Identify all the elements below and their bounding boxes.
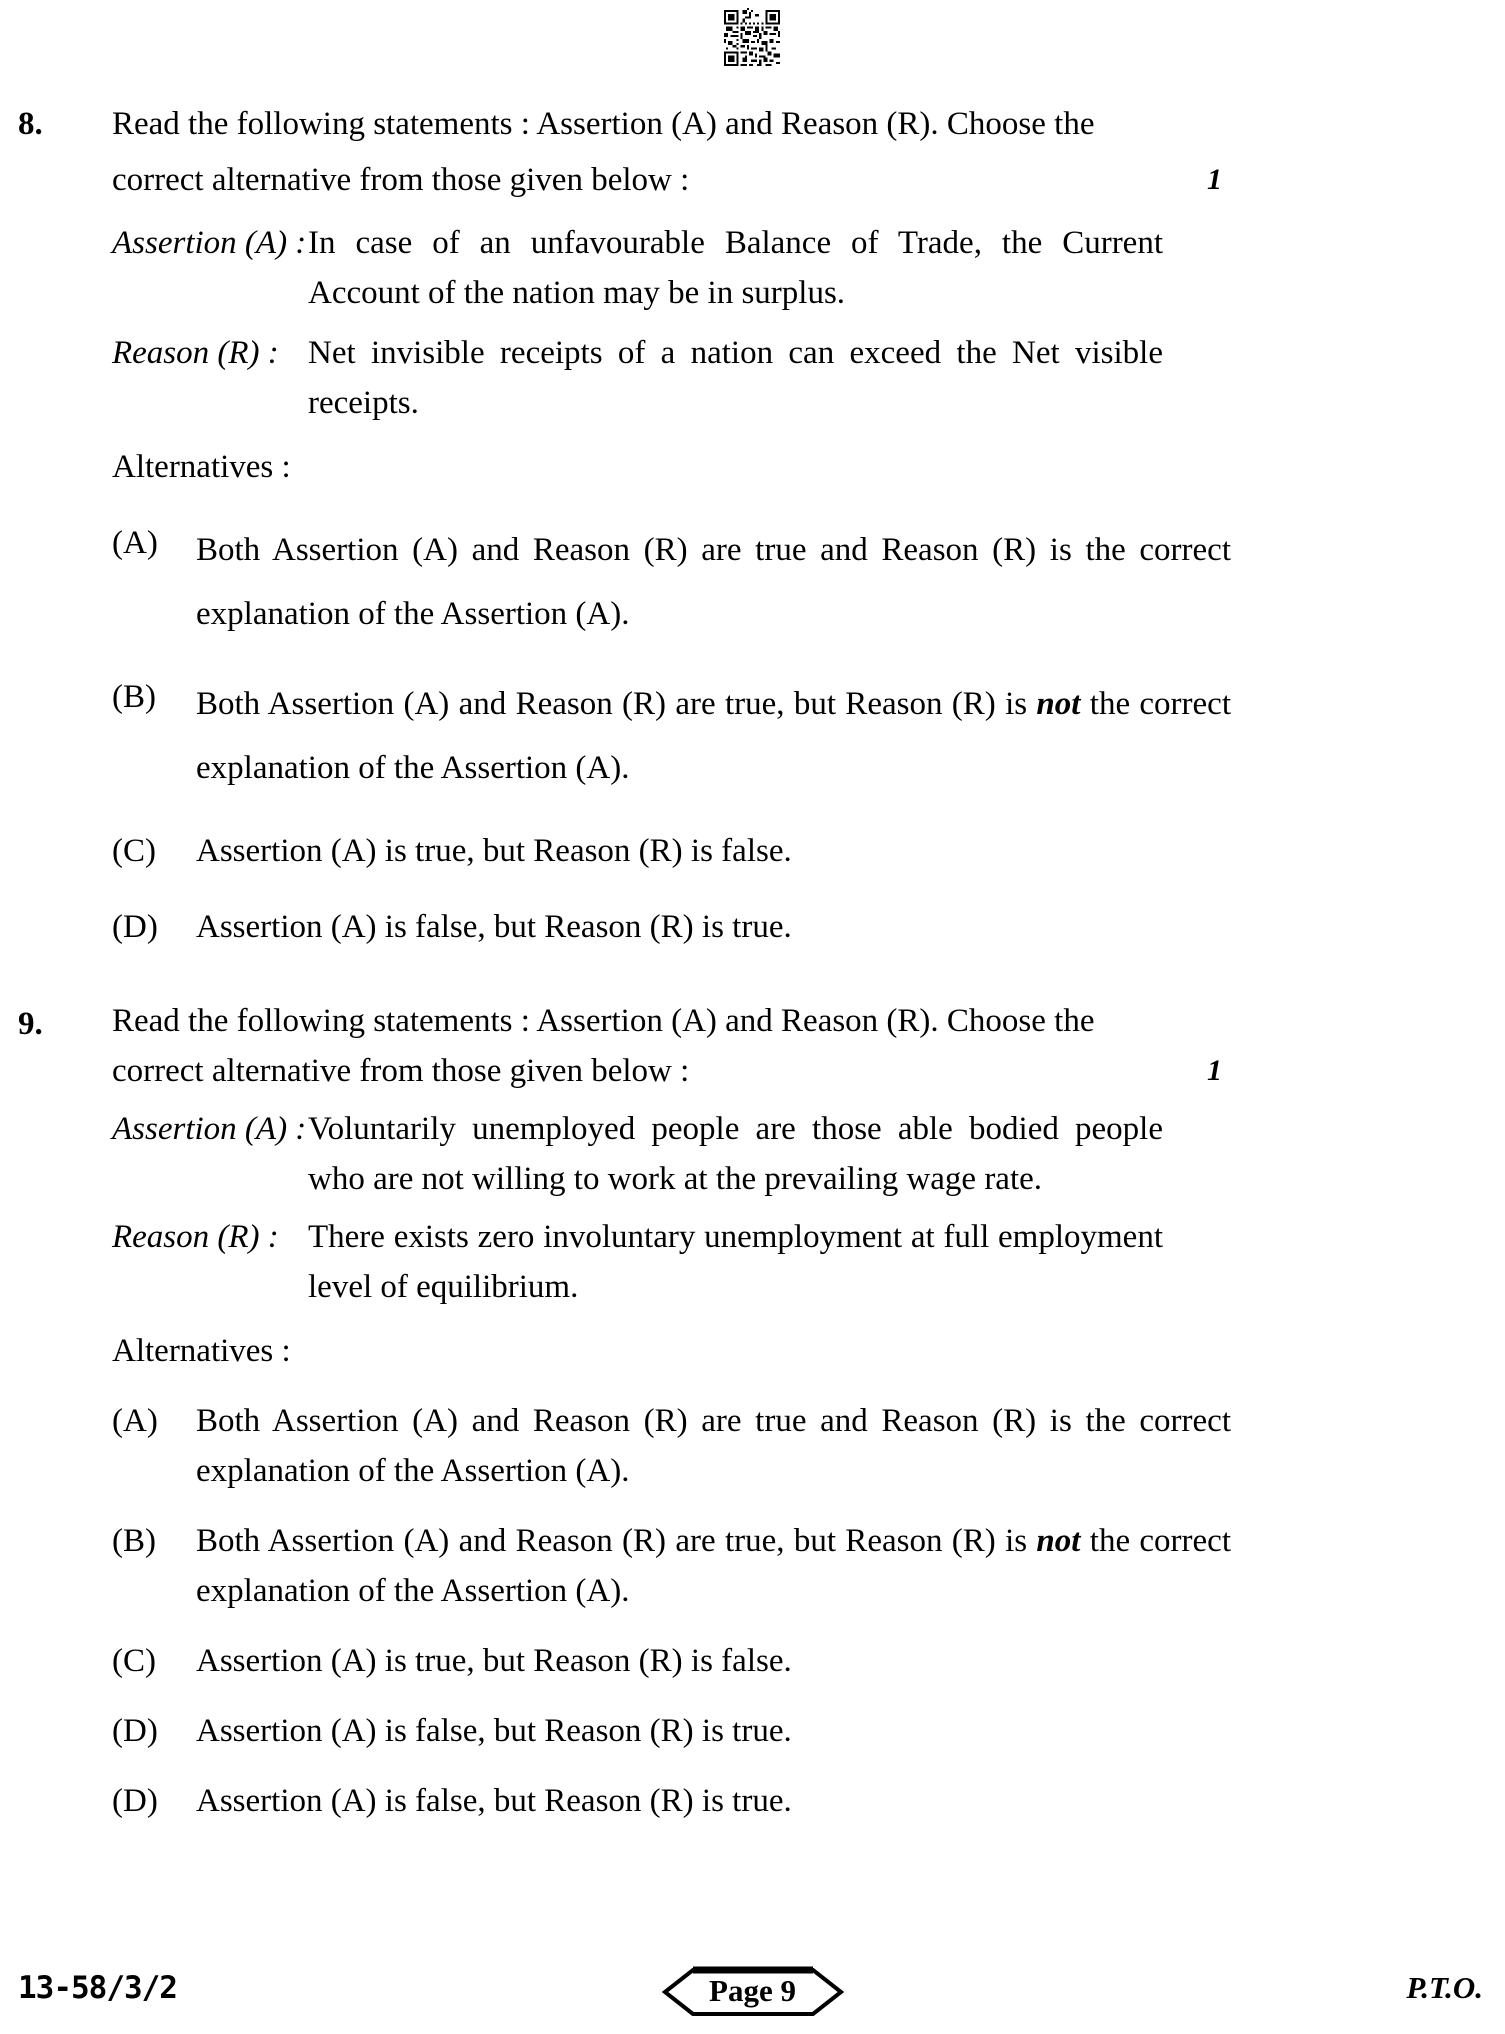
question-9-alternatives-label: Alternatives : — [112, 1333, 291, 1369]
question-9-option-d-duplicate[interactable] — [112, 1776, 1375, 1826]
option-text — [196, 518, 1231, 646]
option-text — [196, 1516, 1231, 1616]
question-9-assertion-label: Assertion (A) : — [112, 1111, 307, 1147]
option-letter: (C) — [112, 1643, 156, 1679]
question-9-assertion-text: Voluntarily unemployed people are those able bodied people who are not willing to work at the prevailing wage rate. — [308, 1111, 1163, 1197]
pto-label: P.T.O. — [1406, 1970, 1483, 2005]
question-8-option-d[interactable] — [112, 902, 1375, 952]
question-9-stem-line-2: correct alternative from those given below : — [112, 1053, 690, 1089]
option-emphasis-not: not — [1036, 686, 1081, 722]
option-letter: (A) — [112, 1403, 158, 1439]
option-letter: (C) — [112, 833, 156, 869]
question-8-assertion-text: In case of an unfavourable Balance of Trade, the Current Account of the nation may be in surplus. — [308, 225, 1163, 311]
question-8-option-c[interactable] — [112, 826, 1375, 876]
option-letter: (D) — [112, 1783, 158, 1819]
option-text-before: Assertion (A) is false, but Reason (R) is true. — [196, 909, 792, 945]
option-letter: (A) — [112, 525, 158, 561]
question-8-number: 8. — [18, 106, 43, 142]
question-8-option-b[interactable] — [112, 672, 1375, 800]
option-text — [196, 826, 1231, 876]
option-text — [196, 1396, 1231, 1496]
option-letter: (D) — [112, 909, 158, 945]
question-8-alternatives-label: Alternatives : — [112, 449, 291, 485]
option-text — [196, 1776, 1231, 1826]
question-list — [0, 96, 1505, 1826]
page-number-badge — [653, 1964, 853, 2020]
question-8-stem-line-2: correct alternative from those given below : — [112, 162, 690, 198]
question-8 — [0, 96, 1505, 952]
option-text-before: Assertion (A) is false, but Reason (R) is true. — [196, 1713, 792, 1749]
question-8-assertion-label: Assertion (A) : — [112, 225, 307, 261]
option-text-after: the correct explanation of the Assertion (A). — [196, 686, 1231, 786]
page-footer — [0, 1964, 1505, 2024]
question-9-reason-text: There exists zero involuntary unemployment at full employment level of equilibrium. — [308, 1219, 1163, 1305]
option-emphasis-not: not — [1036, 1523, 1081, 1559]
paper-code: 13-58/3/2 — [18, 1970, 177, 2006]
option-letter: (D) — [112, 1713, 158, 1749]
question-8-stem — [112, 96, 1250, 208]
option-text-after: the correct explanation of the Assertion (A). — [196, 1523, 1231, 1609]
question-8-marks: 1 — [1207, 163, 1222, 196]
question-9-reason — [112, 1212, 1375, 1312]
question-9-option-a[interactable] — [112, 1396, 1375, 1496]
option-text — [196, 902, 1231, 952]
option-text-before: Both Assertion (A) and Reason (R) are true and Reason (R) is the correct explanation of the Assertion (A). — [196, 532, 1231, 632]
question-9-option-b[interactable] — [112, 1516, 1375, 1616]
qr-code-icon — [706, 8, 798, 68]
option-letter: (B) — [112, 1523, 156, 1559]
question-8-assertion — [112, 218, 1375, 318]
option-text-before: Assertion (A) is true, but Reason (R) is false. — [196, 833, 792, 869]
option-text — [196, 1636, 1231, 1686]
question-9-marks: 1 — [1207, 1054, 1222, 1087]
option-text-before: Both Assertion (A) and Reason (R) are true, but Reason (R) is — [196, 1523, 1037, 1559]
question-8-reason-label: Reason (R) : — [112, 335, 279, 371]
question-8-option-a[interactable] — [112, 518, 1375, 646]
question-9-option-c[interactable] — [112, 1636, 1375, 1686]
option-text — [196, 1706, 1231, 1756]
option-text-before: Both Assertion (A) and Reason (R) are true, but Reason (R) is — [196, 686, 1037, 722]
question-9-number: 9. — [18, 1006, 43, 1042]
question-8-reason — [112, 328, 1375, 428]
option-letter: (B) — [112, 679, 156, 715]
question-9-reason-label: Reason (R) : — [112, 1219, 279, 1255]
question-9-option-d[interactable] — [112, 1706, 1375, 1756]
question-9-assertion — [112, 1104, 1375, 1204]
question-8-reason-text: Net invisible receipts of a nation can exceed the Net visible receipts. — [308, 335, 1163, 421]
option-text-before: Assertion (A) is false, but Reason (R) is true. — [196, 1783, 792, 1819]
page-number-label: Page 9 — [709, 1973, 796, 2008]
option-text — [196, 672, 1231, 800]
question-9 — [0, 996, 1505, 1826]
option-text-before: Both Assertion (A) and Reason (R) are true and Reason (R) is the correct explanation of the Assertion (A). — [196, 1403, 1231, 1489]
question-9-stem — [112, 996, 1250, 1096]
option-text-before: Assertion (A) is true, but Reason (R) is false. — [196, 1643, 792, 1679]
question-9-stem-line-1: Read the following statements : Assertion (A) and Reason (R). Choose the — [112, 1003, 1095, 1039]
question-8-stem-line-1: Read the following statements : Assertion (A) and Reason (R). Choose the — [112, 106, 1095, 142]
